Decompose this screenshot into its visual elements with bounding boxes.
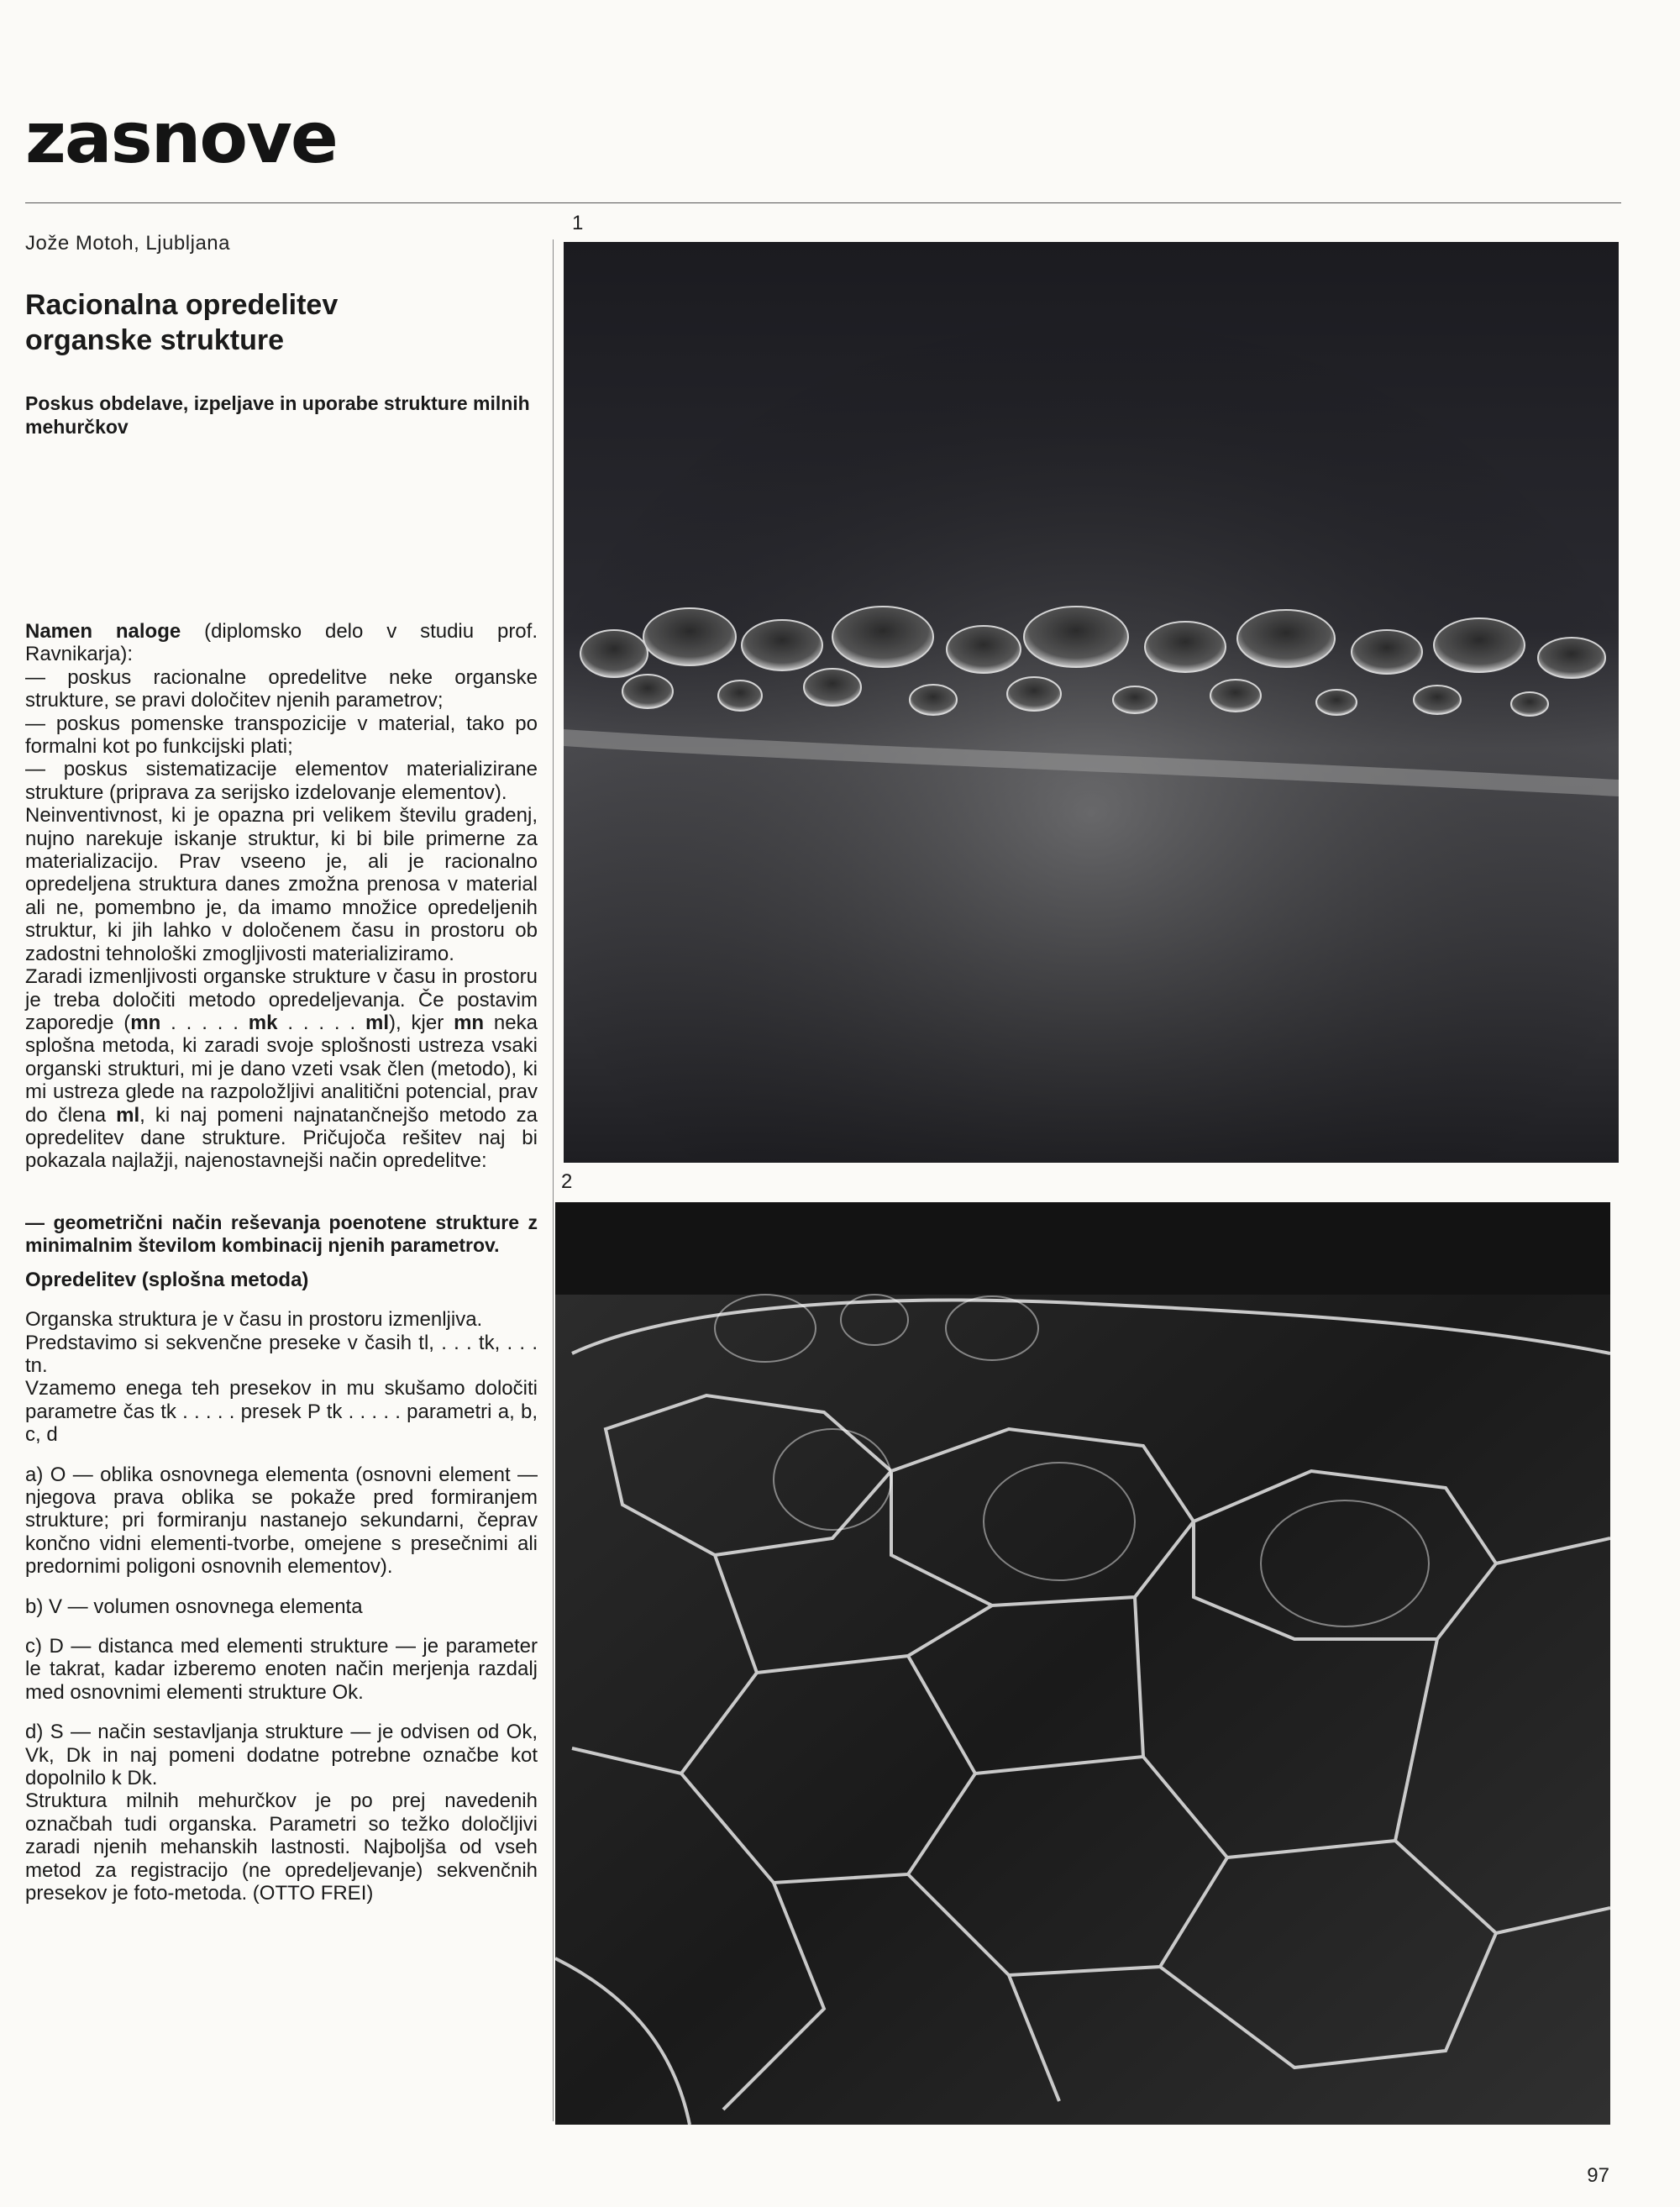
parameter-d: d) S — način sestavljanja strukture — je odvisen od Ok, Vk, Dk in naj pomeni dodatne potrebne označbe kot dopolnilo k Dk. xyxy=(25,1721,538,1790)
paragraph-7: Struktura milnih mehurčkov je po prej navedenih označbah tudi organska. Parametri so težko določljivi zaradi njenih mehanskih lastnosti. Najboljša od vseh metod za registracijo (ne opredeljevanje) sekvenčnih presekov je foto-metoda. (OTTO FREI) xyxy=(25,1789,538,1905)
foam-cells-photo xyxy=(555,1202,1610,2125)
p3-text-c: neka splošna metoda, ki zaradi svoje splošnosti ustreza vsaki organski strukturi, mi je dano vzeti vsak člen (metodo), ki mi ustreza glede na razpoložljivi analitični potencial, prav do člena xyxy=(25,1011,538,1127)
highlight-statement: — geometrični način reševanja poenotene strukture z minimalnim številom kombinacij njenih parametrov. xyxy=(25,1211,538,1256)
paragraph-4: Organska struktura je v času in prostoru izmenljiva. xyxy=(25,1308,483,1332)
paragraph-5: Predstavimo si sekvenčne preseke v časih tl, . . . tk, . . . tn. xyxy=(25,1331,538,1377)
p3-text-a: Zaradi izmenljivosti organske strukture v času in prostoru je treba določiti metodo opredeljevanja. Če postavim zaporedje ( xyxy=(25,965,538,1034)
figure-1-photo xyxy=(564,242,1619,1163)
article-title-line1: Racionalna opredelitev xyxy=(25,289,339,321)
paragraph-purpose xyxy=(25,620,538,666)
parameter-a: a) O — oblika osnovnega elementa (osnovni element — njegova prava oblika se pokaže pred formiranjem strukture; pri formiranju nastanejo sekundarni, čeprav končno vidni elementi-tvorbe, omejene s presečnimi ali predornimi poligoni osnovnih elementov). xyxy=(25,1463,538,1579)
p3-dots-2: . . . . . xyxy=(277,1011,365,1034)
purpose-item-3: — poskus sistematizacije elementov materializirane strukture (priprava za serijsko izdelovanje elementov). xyxy=(25,758,538,804)
p3-text-d: , ki naj pomeni najnatančnejšo metodo za opredelitev dane strukture. Pričujoča rešitev naj bi pokazala najlažji, najenostavnejši način opredelitve: xyxy=(25,1103,538,1173)
purpose-rest: (diplomsko delo v studiu prof. Ravnikarja): xyxy=(25,620,538,666)
article-body xyxy=(25,620,538,1905)
p3-mn-2: mn xyxy=(454,1011,485,1034)
header-rule xyxy=(25,202,1621,203)
page-number: 97 xyxy=(1587,2164,1609,2187)
p3-mk: mk xyxy=(248,1011,278,1034)
article-subtitle: Poskus obdelave, izpeljave in uporabe strukture milnih mehurčkov xyxy=(25,392,530,438)
subheading-definition: Opredelitev (splošna metoda) xyxy=(25,1268,309,1291)
p3-mn: mn xyxy=(130,1011,161,1034)
bubble-layer-photo xyxy=(564,242,1619,1163)
paragraph-3 xyxy=(25,965,538,1173)
article-title-line2: organske strukture xyxy=(25,324,284,356)
p3-dots-1: . . . . . xyxy=(160,1011,249,1034)
p3-text-b: ), kjer xyxy=(389,1011,454,1034)
parameter-c: c) D — distanca med elementi strukture — je parameter le takrat, kadar izberemo enoten način merjenja razdalj med osnovnimi elementi strukture Ok. xyxy=(25,1635,538,1704)
parameter-b: b) V — volumen osnovnega elementa xyxy=(25,1595,363,1618)
article-title xyxy=(25,287,338,358)
figure-2-label: 2 xyxy=(561,1170,573,1193)
purpose-lead: Namen naloge xyxy=(25,620,181,643)
figure-2-photo xyxy=(555,1202,1610,2125)
author-line: Jože Motoh, Ljubljana xyxy=(25,232,230,255)
figure-1-label: 1 xyxy=(572,212,584,234)
section-title: zasnove xyxy=(25,97,337,179)
p3-ml-2: ml xyxy=(116,1103,140,1127)
column-rule xyxy=(553,239,554,2121)
paragraph-2: Neinventivnost, ki je opazna pri velikem številu gradenj, nujno narekuje iskanje struktur, ki bi bile primerne za materializacijo. Prav vseeno je, ali je racionalno opredeljena struktura danes zmožna prenosa v material ali ne, pomembno je, da imamo množice opredeljenih struktur, ki jih lahko v določenem času in prostoru ob zadostni tehnološki zmogljivosti materializiramo. xyxy=(25,804,538,965)
p3-ml: ml xyxy=(365,1011,389,1034)
paragraph-6: Vzamemo enega teh presekov in mu skušamo določiti parametre čas tk . . . . . presek P tk . . . . . parametri a, b, c, d xyxy=(25,1377,538,1447)
purpose-item-2: — poskus pomenske transpozicije v material, tako po formalni kot po funkcijski plati; xyxy=(25,712,538,759)
purpose-item-1: — poskus racionalne opredelitve neke organske strukture, se pravi določitev njenih parametrov; xyxy=(25,665,538,712)
